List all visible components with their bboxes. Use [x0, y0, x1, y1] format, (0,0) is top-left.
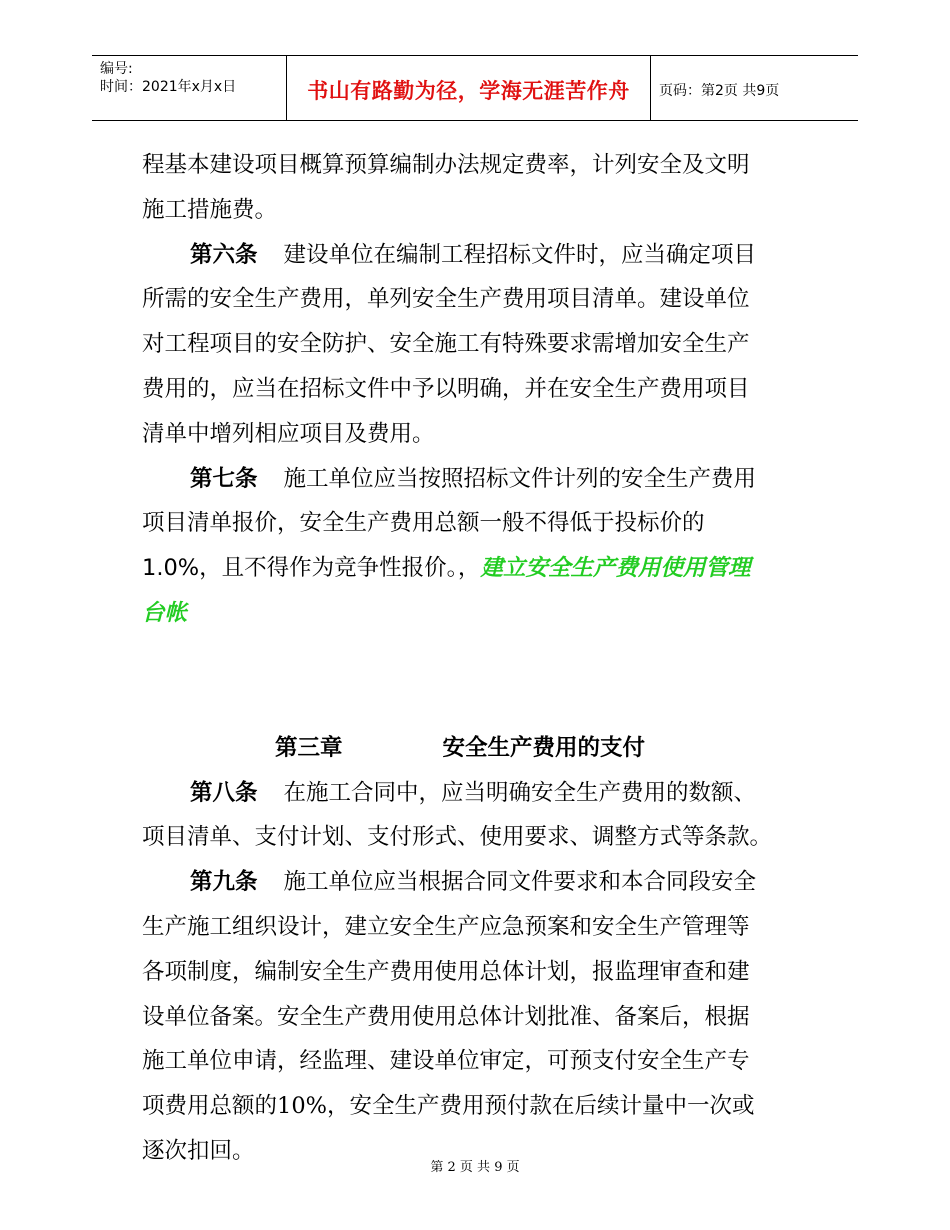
chapter-title: 安全生产费用的支付 — [442, 734, 646, 761]
text-line: 项目清单、支付计划、支付形式、使用要求、调整方式等条款。 — [142, 824, 773, 851]
article-9 — [142, 860, 832, 905]
text-line: 程基本建设项目概算预算编制办法规定费率，计列安全及文明 — [142, 152, 750, 178]
text-line: 对工程项目的安全防护、安全施工有特殊要求需增加安全生产 — [142, 331, 750, 358]
page-footer: 第 2 页 共 9 页 — [430, 1160, 520, 1175]
text-line: 建设单位在编制工程招标文件时，应当确定项目 — [283, 241, 757, 268]
article-title: 第九条 — [190, 869, 258, 896]
document-body — [142, 143, 832, 1174]
text-line: 项费用总额的10%，安全生产费用预付款在后续计量中一次或 — [142, 1093, 755, 1120]
text-line: 所需的安全生产费用，单列安全生产费用项目清单。建设单位 — [142, 286, 750, 313]
code-label: 编号: — [100, 61, 133, 77]
page-header — [92, 55, 858, 121]
time-label: 时间：2021年x月x日 — [100, 79, 237, 95]
header-motto: 书山有路勤为径，学海无涯苦作舟 — [307, 79, 630, 103]
text-line: 项目清单报价，安全生产费用总额一般不得低于投标价的 — [142, 510, 705, 537]
text-line: 施工单位申请，经监理、建设单位审定，可预支付安全生产专 — [142, 1048, 750, 1075]
article-8 — [142, 771, 832, 816]
highlight-text: 台帐 — [142, 599, 188, 626]
chapter-heading — [142, 726, 832, 771]
header-meta — [100, 60, 236, 96]
text-line: 施工单位应当根据合同文件要求和本合同段安全 — [283, 869, 757, 896]
highlight-text: 建立安全生产费用使用管理 — [480, 555, 751, 582]
text-line — [142, 546, 832, 591]
article-title: 第六条 — [190, 241, 258, 268]
text-line: 施工措施费。 — [142, 196, 278, 223]
text-line: 各项制度，编制安全生产费用使用总体计划，报监理审查和建 — [142, 958, 750, 985]
text-line: 逐次扣回。 — [142, 1137, 255, 1164]
article-title: 第七条 — [190, 465, 258, 492]
text-line: 生产施工组织设计，建立安全生产应急预案和安全生产管理等 — [142, 913, 750, 940]
percent-value: 1.0% — [142, 555, 200, 582]
article-7 — [142, 457, 832, 502]
text-line: 设单位备案。安全生产费用使用总体计划批准、备案后，根据 — [142, 1003, 750, 1030]
article-title: 第八条 — [190, 779, 258, 806]
text-line: 施工单位应当按照招标文件计列的安全生产费用 — [283, 465, 757, 492]
header-page-info: 页码：第2页 共9页 — [659, 83, 780, 99]
text-line: 在施工合同中，应当明确安全生产费用的数额、 — [283, 779, 757, 806]
text-line: 清单中增列相应项目及费用。 — [142, 420, 435, 447]
header-divider — [650, 56, 651, 121]
article-6 — [142, 233, 832, 278]
text-segment: ，且不得作为竞争性报价。， — [199, 555, 481, 582]
text-line: 费用的，应当在招标文件中予以明确，并在安全生产费用项目 — [142, 375, 750, 402]
chapter-number: 第三章 — [275, 734, 343, 761]
